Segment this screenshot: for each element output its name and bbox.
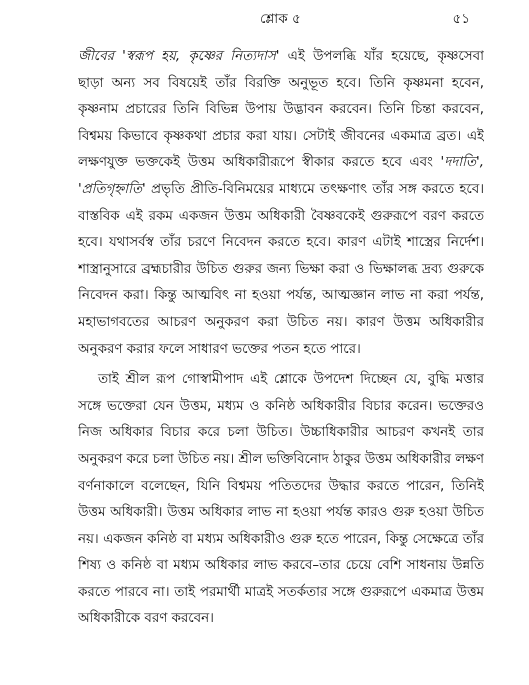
text-line <box>78 394 484 421</box>
italic-phrase: 'প্রতিগৃহ্নাতি' <box>78 181 146 197</box>
text-line <box>78 150 484 177</box>
text-run: নিবেদন করা। কিন্তু আত্মবিৎ না হওয়া পর্যন্ত, আত্মজ্ঞান লাভ না করা পর্যন্ত, <box>78 288 484 304</box>
text-run: কৃষ্ণনাম প্রচারের তিনি বিভিন্ন উপায় উদ্ভাবন করবেন। তিনি চিন্তা করবেন, <box>78 102 484 118</box>
text-run: হবে। যথাসর্বস্ব তাঁর চরণে নিবেদন করতে হবে। কারণ এটাই শাস্ত্রের নির্দেশ। <box>78 235 484 251</box>
text-line <box>78 283 484 310</box>
text-line <box>78 257 484 284</box>
text-line <box>78 420 484 447</box>
text-run: বর্ণনাকালে বলেছেন, যিনি বিশ্বময় পতিতদের উদ্ধার করতে পারেন, তিনিই <box>78 478 484 494</box>
page-number: ৫১ <box>452 11 470 27</box>
text-run: নিজ অধিকার বিচার করে চলা উচিত। উচ্চাধিকারীর আচরণ কখনই তার <box>78 425 484 441</box>
text-run: মহাভাগবতের আচরণ অনুকরণ করা উচিত নয়। কারণ উত্তম অধিকারীর <box>78 314 484 330</box>
text-line <box>78 580 484 607</box>
text-run: অনুকরণ করার ফলে সাধারণ ভক্তের পতন হতে পারে। <box>78 341 361 357</box>
text-run: অধিকারীকে বরণ করবেন। <box>78 611 214 627</box>
text-line <box>78 606 484 633</box>
running-head <box>70 8 470 30</box>
text-line <box>78 177 484 204</box>
text-line <box>78 204 484 231</box>
text-run: তাই শ্রীল রূপ গোস্বামীপাদ এই শ্লোকে উপদেশ দিচ্ছেন যে, বুদ্ধি মত্তার <box>98 372 484 388</box>
verse-label: শ্লোক ৫ <box>260 11 301 27</box>
text-run: সঙ্গে ভক্তেরা যেন উত্তম, মধ্যম ও কনিষ্ঠ অধিকারীর বিচার করেন। ভক্তেরও <box>78 398 484 414</box>
text-line <box>78 310 484 337</box>
text-line <box>78 230 484 257</box>
text-run: উত্তম অধিকারী। উত্তম অধিকার লাভ না হওয়া পর্যন্ত কারও গুরু হওয়া উচিত <box>78 505 484 521</box>
italic-phrase: 'দদাতি', <box>440 155 484 171</box>
text-line <box>78 44 484 71</box>
text-run: অনুকরণ করে চলা উচিত নয়। শ্রীল ভক্তিবিনোদ ঠাকুর উত্তম অধিকারীর লক্ষণ <box>78 451 484 467</box>
paragraph-2 <box>78 367 484 633</box>
text-line <box>78 71 484 98</box>
text-run: নয়। একজন কনিষ্ঠ বা মধ্যম অধিকারীও গুরু হতে পারেন, কিন্তু সেক্ষেত্রে তাঁর <box>78 531 484 547</box>
text-line <box>78 474 484 501</box>
text-run: শাস্ত্রানুসারে ব্রহ্মচারীর উচিত গুরুর জন্য ভিক্ষা করা ও ভিক্ষালব্ধ দ্রব্য গুরুকে <box>78 261 484 277</box>
text-run: লক্ষণযুক্ত ভক্তকেই উত্তম অধিকারীরূপে স্বীকার করতে হবে এবং <box>78 155 441 171</box>
text-run: বিশ্বময় কিভাবে কৃষ্ণকথা প্রচার করা যায়। সেটাই জীবনের একমাত্র ব্রত। এই <box>78 128 484 144</box>
text-line <box>78 97 484 124</box>
text-run: এই উপলব্ধি যাঁর হয়েছে, কৃষ্ণসেবা <box>279 49 484 64</box>
text-line <box>78 527 484 554</box>
text-run: করতে পারবে না। তাই পরমার্থী মাত্রই সতর্কতার সঙ্গে গুরুরূপে একমাত্র উত্তম <box>78 584 484 600</box>
text-run: শিষ্য ও কনিষ্ঠ বা মধ্যম অধিকার লাভ করবে–তার চেয়ে বেশি সাধনায় উন্নতি <box>78 558 484 574</box>
text-line <box>78 367 484 394</box>
text-line <box>78 124 484 151</box>
text-line <box>78 447 484 474</box>
text-run: বাস্তবিক এই রকম একজন উত্তম অধিকারী বৈষ্ণবকেই গুরুরূপে বরণ করতে <box>78 208 484 224</box>
text-line <box>78 553 484 580</box>
text-run: প্রভৃতি প্রীতি-বিনিময়ের মাধ্যমে তৎক্ষণাৎ তাঁর সঙ্গ করতে হবে। <box>145 181 484 197</box>
text-run: ছাড়া অন্য সব বিষয়েই তাঁর বিরক্তি অনুভূত হবে। তিনি কৃষ্ণমনা হবেন, <box>78 75 484 91</box>
body-text <box>78 44 484 633</box>
italic-phrase: জীবের 'স্বরূপ হয়, কৃষ্ণের নিত্যদাস' <box>78 49 280 64</box>
text-line <box>78 500 484 527</box>
paragraph-1 <box>78 44 484 363</box>
text-line <box>78 337 484 364</box>
